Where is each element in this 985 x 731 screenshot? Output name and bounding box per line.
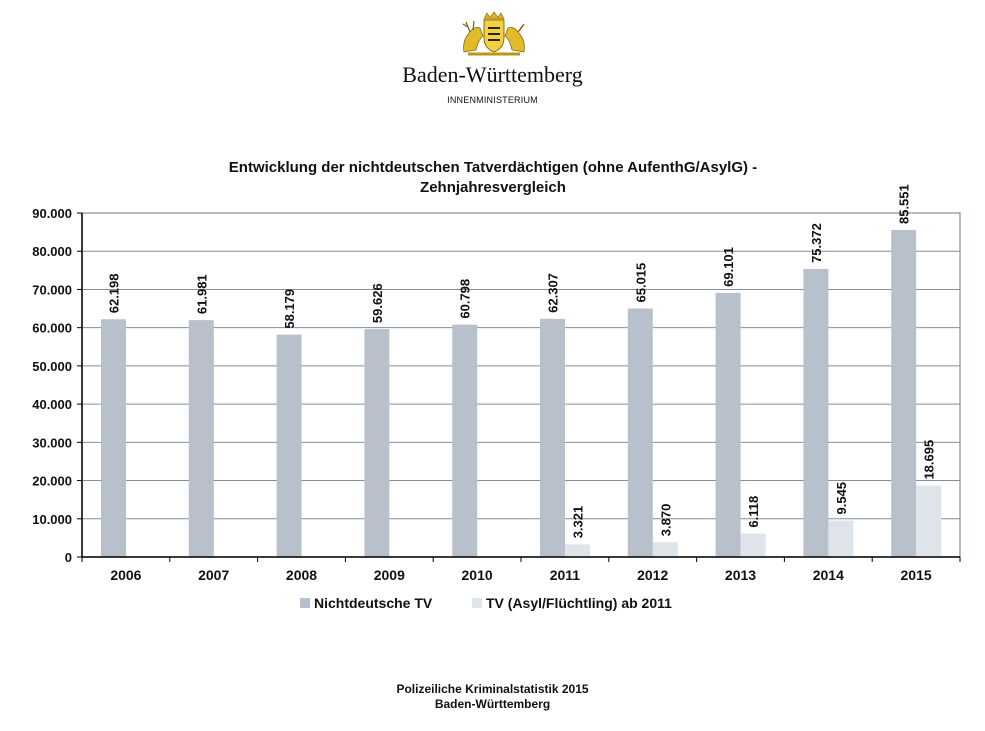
bar-nichtdeutsche-tv: [803, 269, 828, 557]
x-tick-label: 2012: [637, 567, 669, 583]
x-tick-label: 2010: [461, 567, 493, 583]
legend-label: TV (Asyl/Flüchtling) ab 2011: [486, 595, 672, 611]
x-tick-label: 2011: [549, 567, 581, 583]
y-tick-label: 20.000: [32, 473, 72, 489]
data-label: 75.372: [808, 223, 824, 263]
legend: [300, 595, 672, 611]
legend-swatch: [472, 598, 482, 608]
chart-title-line2: Zehnjahresvergleich: [420, 179, 566, 196]
y-tick-label: 30.000: [32, 435, 72, 451]
data-label: 58.179: [282, 288, 298, 329]
bar-tv-asyl: [828, 521, 853, 557]
data-label: 59.626: [369, 283, 385, 324]
y-tick-label: 80.000: [32, 244, 72, 260]
y-tick-label: 0: [64, 550, 72, 565]
x-tick-label: 2006: [110, 567, 142, 583]
data-label: 3.870: [658, 503, 674, 537]
bar-tv-asyl: [565, 544, 590, 557]
bar-nichtdeutsche-tv: [277, 335, 302, 557]
y-tick-label: 70.000: [32, 282, 72, 298]
x-tick-label: 2015: [900, 567, 932, 583]
data-label: 65.015: [633, 262, 649, 303]
x-tick-label: 2014: [812, 567, 844, 583]
legend-swatch: [300, 598, 310, 608]
bar-nichtdeutsche-tv: [452, 325, 477, 557]
bars: [101, 230, 941, 557]
x-tick-label: 2013: [724, 567, 757, 583]
data-label: 62.198: [106, 273, 122, 314]
data-label: 18.695: [921, 439, 937, 480]
footer-line1: Polizeiliche Kriminalstatistik 2015: [396, 682, 589, 696]
data-label: 3.321: [570, 505, 586, 539]
data-label: 6.118: [746, 495, 762, 528]
y-tick-label: 60.000: [32, 320, 72, 336]
chart-title-line1: Entwicklung der nichtdeutschen Tatverdächtigen (ohne AufenthG/AsylG) -: [228, 159, 758, 176]
bar-nichtdeutsche-tv: [716, 293, 741, 557]
x-tick-label: 2007: [198, 567, 230, 583]
bar-nichtdeutsche-tv: [540, 319, 565, 557]
bar-nichtdeutsche-tv: [189, 320, 214, 557]
y-tick-label: 10.000: [32, 511, 72, 527]
brand-subtitle: INNENMINISTERIUM: [447, 95, 538, 105]
bar-nichtdeutsche-tv: [364, 329, 389, 557]
data-label: 62.307: [545, 273, 561, 313]
bar-tv-asyl: [916, 486, 941, 557]
x-tick-label: 2008: [285, 567, 318, 583]
data-label: 61.981: [194, 274, 210, 315]
data-label: 69.101: [721, 247, 737, 287]
brand-name: Baden-Württemberg: [402, 62, 583, 87]
bar-tv-asyl: [741, 534, 766, 557]
bar-nichtdeutsche-tv: [891, 230, 916, 557]
data-label: 9.545: [833, 481, 849, 515]
footer: [0, 682, 985, 712]
bar-nichtdeutsche-tv: [101, 319, 126, 557]
y-tick-label: 50.000: [32, 358, 72, 374]
footer-line2: Baden-Württemberg: [434, 697, 551, 711]
x-tick-label: 2009: [373, 567, 405, 583]
legend-label: Nichtdeutsche TV: [314, 595, 433, 611]
y-tick-label: 40.000: [32, 397, 72, 413]
data-label: 85.551: [896, 184, 912, 225]
x-axis: [82, 557, 960, 583]
bar-nichtdeutsche-tv: [628, 308, 653, 557]
data-label: 60.798: [457, 278, 473, 319]
y-tick-label: 90.000: [32, 206, 72, 221]
y-axis: [32, 206, 82, 565]
bar-tv-asyl: [653, 542, 678, 557]
